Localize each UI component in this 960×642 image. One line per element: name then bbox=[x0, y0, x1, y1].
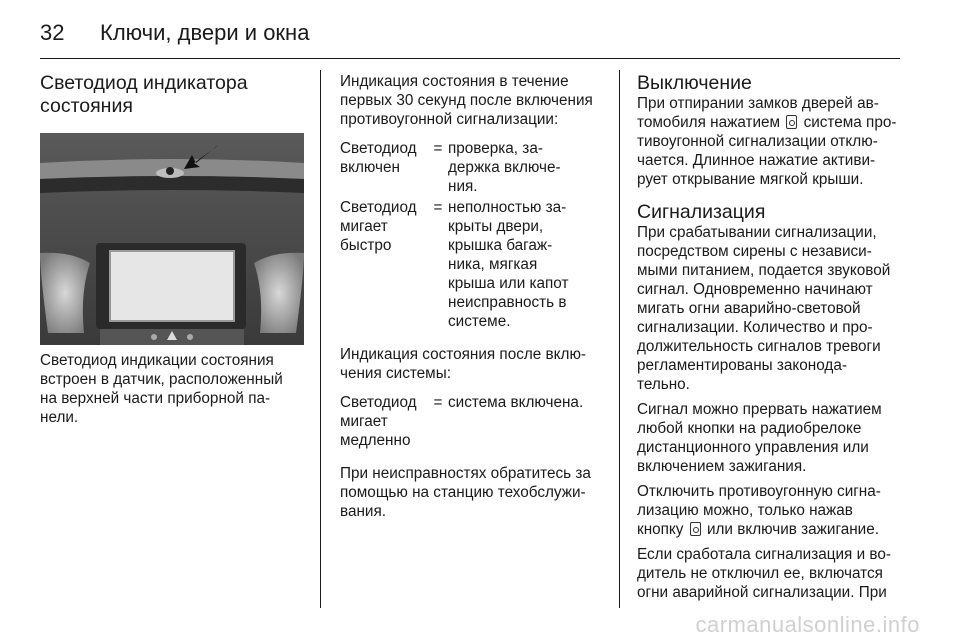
key-lock-icon bbox=[690, 522, 701, 536]
page-header bbox=[40, 20, 309, 46]
intro-paragraph: Индикация состояния в течение первых 30 секунд после включения противоугонной сигнализации: bbox=[340, 73, 593, 128]
page-title: Ключи, двери и окна bbox=[100, 20, 310, 45]
section-heading-off: Выключение bbox=[637, 72, 752, 94]
disable-paragraph: Отключить противоугонную сигна- лизацию можно, только нажав кнопку или включив зажигание. bbox=[637, 483, 881, 538]
section-heading-led: Светодиод индикатора состояния bbox=[40, 72, 248, 117]
legend-row: Светодиод мигает медленно = система включена. bbox=[340, 394, 584, 449]
mid-paragraph: Индикация состояния после вклю- чения системы: bbox=[340, 346, 587, 382]
legend-row: Светодиод мигает быстро = неполностью за- крыты двери, крышка багаж- ника, мягкая крыша или капот неисправность в системе. bbox=[340, 199, 569, 330]
last-paragraph: Если сработала сигнализация и во- дитель не отключил ее, включатся огни аварийной сигнализации. При bbox=[637, 546, 891, 601]
column-3 bbox=[637, 72, 907, 602]
outro-paragraph: При неисправностях обратитесь за помощью на станцию техобслужи- вания. bbox=[340, 465, 591, 520]
watermark: carmanualsonline.info bbox=[695, 612, 920, 637]
interrupt-paragraph: Сигнал можно прервать нажатием любой кнопки на радиобрелоке дистанционного управления или включением зажигания. bbox=[637, 401, 882, 475]
column-1 bbox=[40, 72, 306, 427]
off-paragraph: При отпирании замков дверей ав- томобиля нажатием система про- тивоугонной сигнализации отклю- чается. Длинное нажатие активи- рует открывание мягкой крыши. bbox=[637, 95, 897, 188]
column-divider bbox=[619, 70, 620, 608]
column-divider bbox=[320, 70, 321, 608]
legend-row: Светодиод включен = проверка, за- держка включе- ния. bbox=[340, 140, 561, 195]
key-unlock-icon bbox=[786, 115, 797, 129]
header-rule bbox=[40, 58, 900, 59]
section-heading-alarm: Сигнализация bbox=[637, 201, 766, 223]
page-number: 32 bbox=[40, 20, 65, 45]
figure-caption: Светодиод индикации состояния встроен в датчик, расположенный на верхней части приборной па- нели. bbox=[40, 352, 283, 426]
alarm-paragraph: При срабатывании сигнализации, посредством сирены с независи- мыми питанием, подается звуковой сигнал. Одновременно начинают мигать огни аварийно-световой сигнализации. Количество и про- должительность сигналов тревоги регламентированы законода- тельно. bbox=[637, 224, 891, 393]
column-2 bbox=[340, 72, 608, 521]
dashboard-led-figure bbox=[40, 133, 304, 345]
